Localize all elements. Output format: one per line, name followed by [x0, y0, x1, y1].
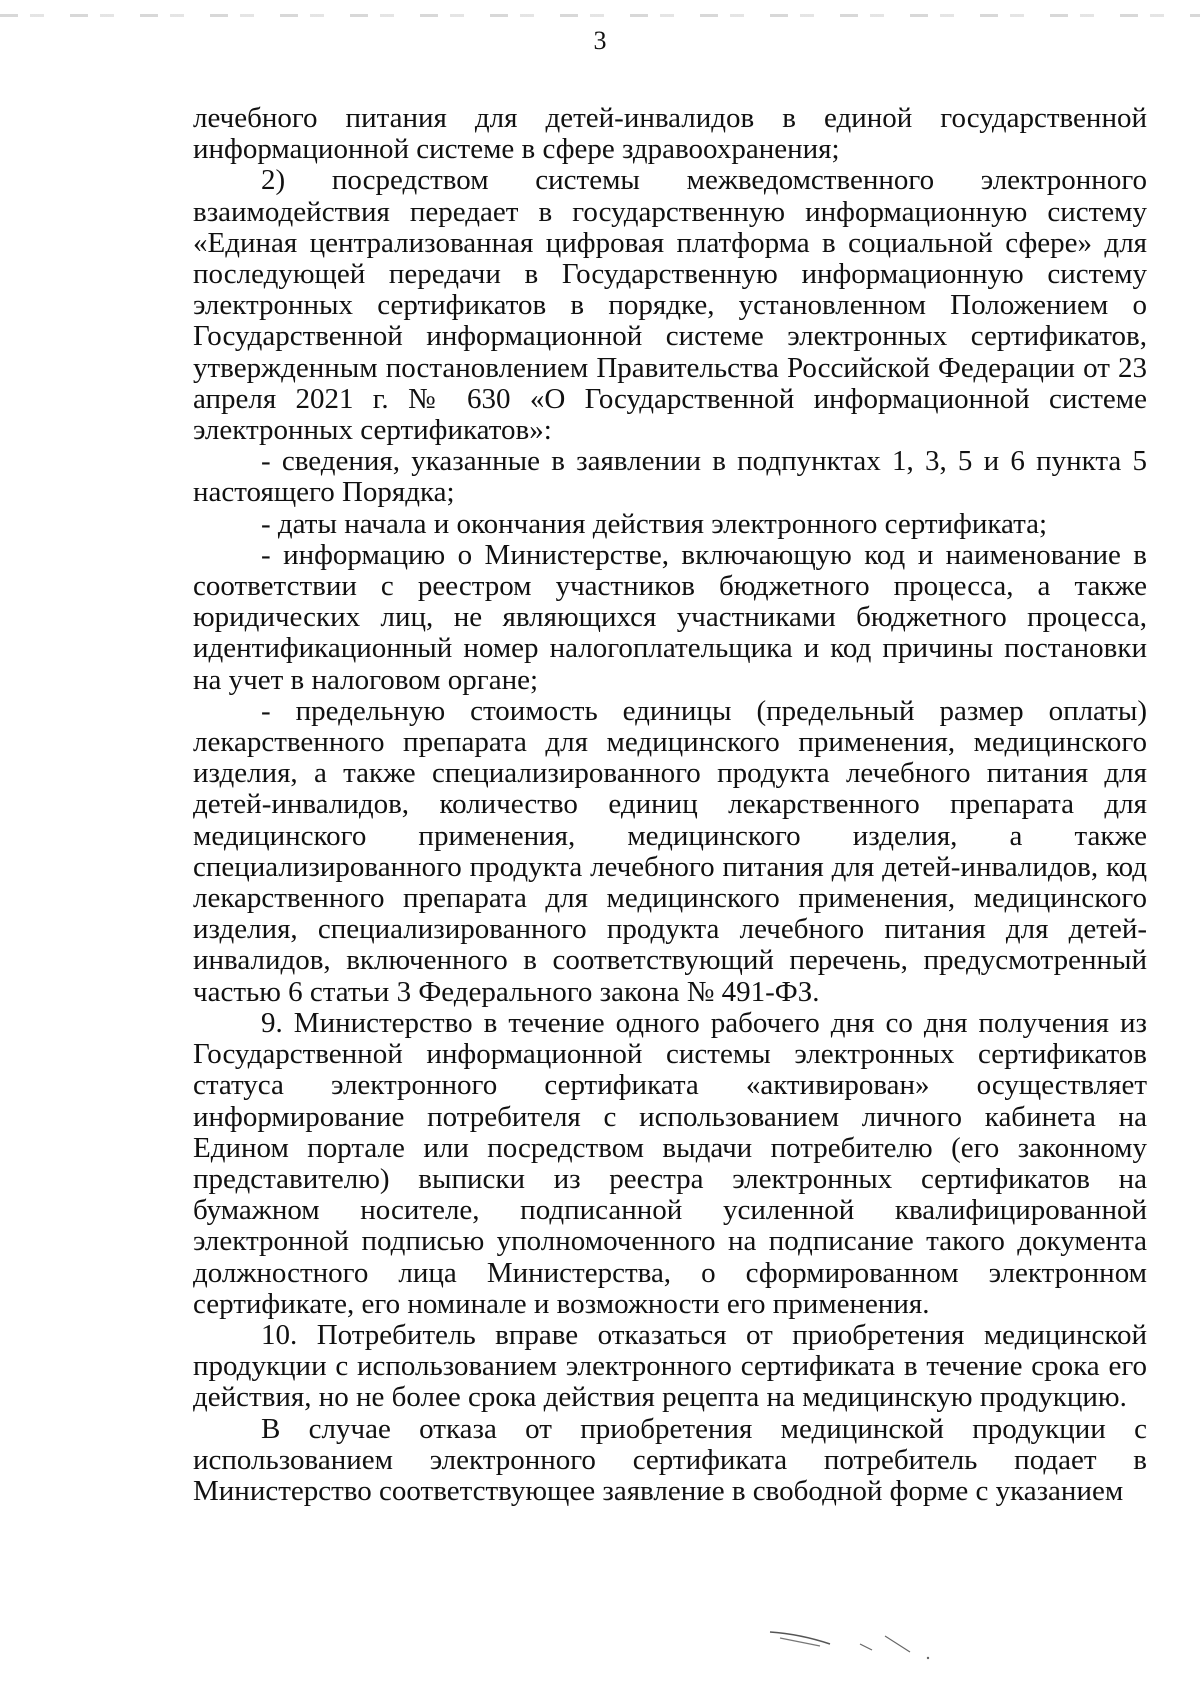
document-body	[193, 103, 1147, 1507]
scan-marks	[760, 1622, 960, 1662]
scan-edge-artifact	[0, 14, 1200, 17]
paragraph: В случае отказа от приобретения медицинской продукции с использованием электронного сертификата потребитель подает в Министерство соответствующее заявление в свободной форме с указанием	[193, 1412, 1147, 1507]
paragraph: 10. Потребитель вправе отказаться от приобретения медицинской продукции с использованием электронного сертификата в течение срока его действия, но не более срока действия рецепта на медицинскую продукцию.	[193, 1318, 1147, 1414]
paragraph: лечебного питания для детей-инвалидов в единой государственной информационной системе в сфере здравоохранения;	[193, 102, 1147, 166]
paragraph: - предельную стоимость единицы (предельный размер оплаты) лекарственного препарата для медицинского применения, медицинского изделия, а также специализированного продукта лечебного питания для детей-инвалидов, количество единиц лекарственного препарата для медицинского применения, медицинского изделия, а также специализированного продукта лечебного питания для детей-инвалидов, код лекарственного препарата для медицинского применения, медицинского изделия, специализированного продукта лечебного питания для детей-инвалидов, включенного в соответствующий перечень, предусмотренный частью 6 статьи 3 Федерального закона № 491-ФЗ.	[193, 694, 1147, 1008]
paragraph: - информацию о Министерстве, включающую код и наименование в соответствии с реестром участников бюджетного процесса, а также юридических лиц, не являющихся участниками бюджетного процесса, идентификационный номер налогоплательщика и код причины постановки на учет в налоговом органе;	[193, 538, 1147, 696]
paragraph: - сведения, указанные в заявлении в подпунктах 1, 3, 5 и 6 пункта 5 настоящего Порядка;	[193, 445, 1147, 509]
paragraph: 9. Министерство в течение одного рабочего дня со дня получения из Государственной информационной системы электронных сертификатов статуса электронного сертификата «активирован» осуществляет информирование потребителя с использованием личного кабинета на Едином портале или посредством выдачи потребителю (его законному представителю) выписки из реестра электронных сертификатов на бумажном носителе, подписанной усиленной квалифицированной электронной подписью уполномоченного на подписание такого документа должностного лица Министерства, о сформированном электронном сертификате, его номинале и возможности его применения.	[193, 1006, 1147, 1320]
paragraph: - даты начала и окончания действия электронного сертификата;	[261, 507, 1048, 540]
paragraph: 2) посредством системы межведомственного электронного взаимодействия передает в государственную информационную систему «Единая централизованная цифровая платформа в социальной сфере» для последующей передачи в Государственную информационную систему электронных сертификатов в порядке, установленном Положением о Государственной информационной системе электронных сертификатов, утвержденным постановлением Правительства Российской Федерации от 23 апреля 2021 г. № 630 «О Государственной информационной системе электронных сертификатов»:	[193, 164, 1147, 447]
page-number: 3	[593, 26, 607, 55]
